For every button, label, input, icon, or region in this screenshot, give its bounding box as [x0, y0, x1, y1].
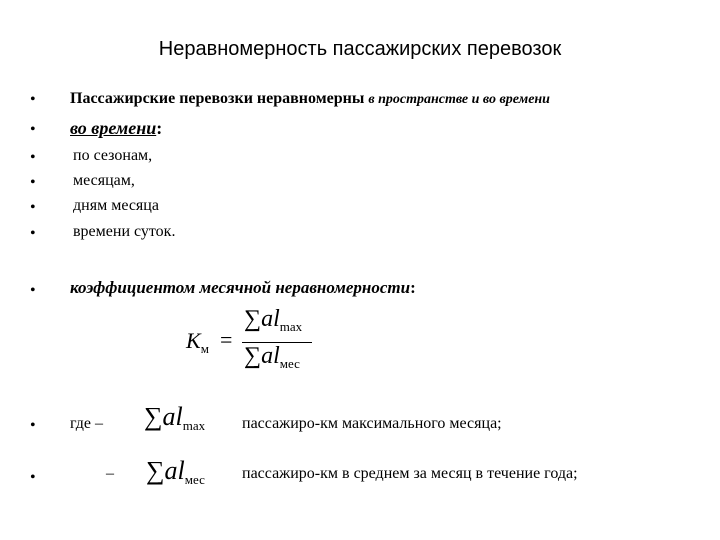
line-1-italic: в пространстве и во времени — [368, 92, 550, 107]
bullet: • — [30, 417, 36, 434]
line-7-bold-italic: коэффициентом месячной неравномерности — [70, 278, 411, 297]
line-4: месяцам, — [73, 172, 135, 189]
bullet: • — [30, 149, 36, 166]
formula-numerator — [244, 306, 302, 335]
definition-1-sub: max — [182, 418, 206, 433]
line-7 — [70, 278, 416, 298]
definition-1-prefix: где – — [70, 415, 104, 432]
line-5: дням месяца — [73, 197, 159, 214]
formula-k: K — [186, 328, 201, 353]
bullet: • — [30, 174, 36, 191]
definition-2-prefix: – — [106, 465, 114, 482]
formula-al: al — [261, 343, 280, 369]
formula-mes-sub: мес — [279, 356, 300, 371]
bullet: • — [30, 199, 36, 216]
definition-1-text: пассажиро-км максимального месяца; — [242, 415, 502, 432]
formula-k-sub: м — [200, 341, 209, 356]
formula-al: al — [164, 456, 185, 485]
sigma-symbol: ∑ — [146, 456, 165, 485]
formula-denominator — [244, 343, 300, 372]
bullet: • — [30, 225, 36, 242]
bullet: • — [30, 91, 36, 108]
bullet: • — [30, 469, 36, 486]
line-2-colon: : — [156, 118, 163, 138]
formula-al: al — [162, 402, 183, 431]
line-7-colon: : — [410, 278, 416, 297]
sigma-symbol: ∑ — [244, 306, 262, 332]
line-1-bold: Пассажирские перевозки неравномерны — [70, 90, 365, 107]
bullet: • — [30, 121, 36, 138]
line-3: по сезонам, — [73, 147, 153, 164]
sigma-symbol: ∑ — [244, 343, 262, 369]
line-6: времени суток. — [73, 223, 176, 240]
bullet: • — [30, 282, 36, 299]
formula-al: al — [261, 306, 280, 332]
definition-2-formula — [146, 456, 205, 488]
sigma-symbol: ∑ — [144, 402, 163, 431]
line-2 — [70, 118, 162, 139]
slide-title: Неравномерность пассажирских перевозок — [158, 38, 562, 60]
formula-equals: = — [220, 327, 233, 352]
definition-2-sub: мес — [184, 472, 205, 487]
line-2-underlined: во времени — [70, 118, 157, 138]
definition-2-text: пассажиро-км в среднем за месяц в течение года; — [242, 465, 578, 482]
definition-1-formula — [144, 402, 205, 434]
formula-lhs — [186, 328, 209, 357]
line-1 — [70, 90, 550, 108]
formula-max-sub: max — [279, 319, 303, 334]
